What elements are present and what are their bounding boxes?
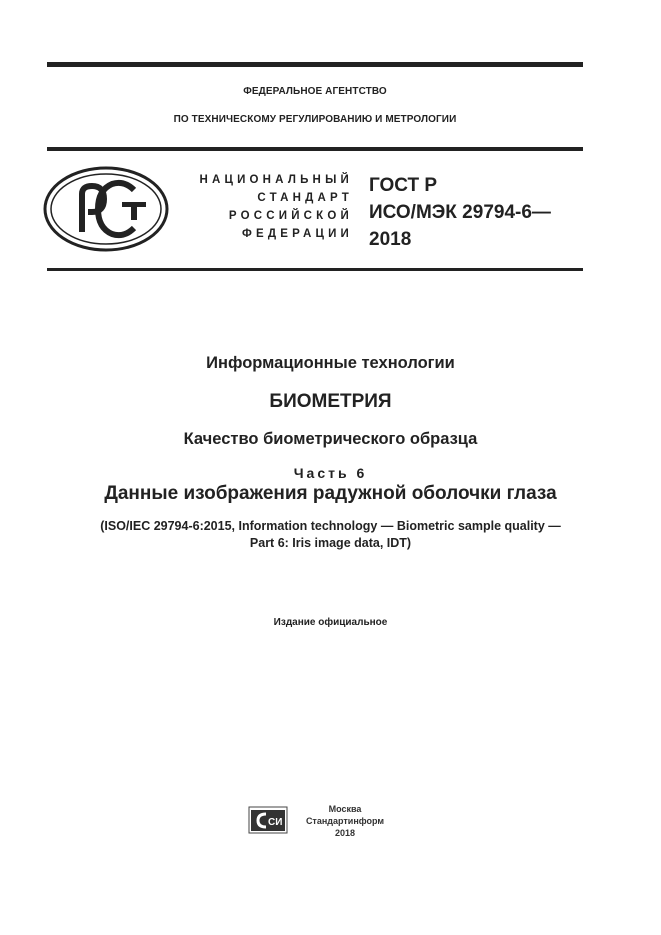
bottom-rule: [47, 268, 583, 271]
designation-line: ГОСТ Р: [369, 175, 438, 196]
title-field: Информационные технологии: [206, 354, 455, 372]
publisher-info: [300, 803, 390, 839]
svg-text:СИ: СИ: [268, 817, 283, 828]
national-label-line: ФЕДЕРАЦИИ: [241, 228, 353, 240]
agency-line-1: ФЕДЕРАЛЬНОЕ АГЕНТСТВО: [243, 86, 387, 97]
national-label-line: СТАНДАРТ: [257, 192, 353, 204]
title-topic: Качество биометрического образца: [183, 430, 478, 448]
publisher-city: Москва: [328, 804, 362, 814]
agency-line-2: ПО ТЕХНИЧЕСКОМУ РЕГУЛИРОВАНИЮ И МЕТРОЛОГИИ: [173, 114, 457, 125]
designation-line: ИСО/МЭК 29794-6—: [369, 202, 551, 223]
national-label-line: РОССИЙСКОЙ: [228, 210, 353, 222]
gost-r-logo-icon: [42, 164, 170, 254]
title-subject: БИОМЕТРИЯ: [269, 391, 392, 412]
middle-rule: [47, 147, 583, 151]
publisher-name: Стандартинформ: [305, 816, 385, 826]
title-part: Часть 6: [293, 465, 368, 481]
title-part-name: Данные изображения радужной оболочки глаза: [104, 483, 557, 504]
original-standard-line-1: (ISO/IEC 29794-6:2015, Information technology — Biometric sample quality —: [100, 519, 561, 533]
top-rule: [47, 62, 583, 67]
standartinform-logo-icon: [248, 804, 290, 834]
national-standard-label: [170, 174, 353, 240]
publisher-year: 2018: [334, 828, 356, 838]
original-standard-line-2: Part 6: Iris image data, IDT): [249, 536, 412, 550]
national-label-line: НАЦИОНАЛЬНЫЙ: [199, 174, 353, 186]
edition-label: Издание официальное: [273, 617, 388, 628]
standard-designation: [369, 172, 551, 253]
designation-line: 2018: [369, 229, 412, 250]
